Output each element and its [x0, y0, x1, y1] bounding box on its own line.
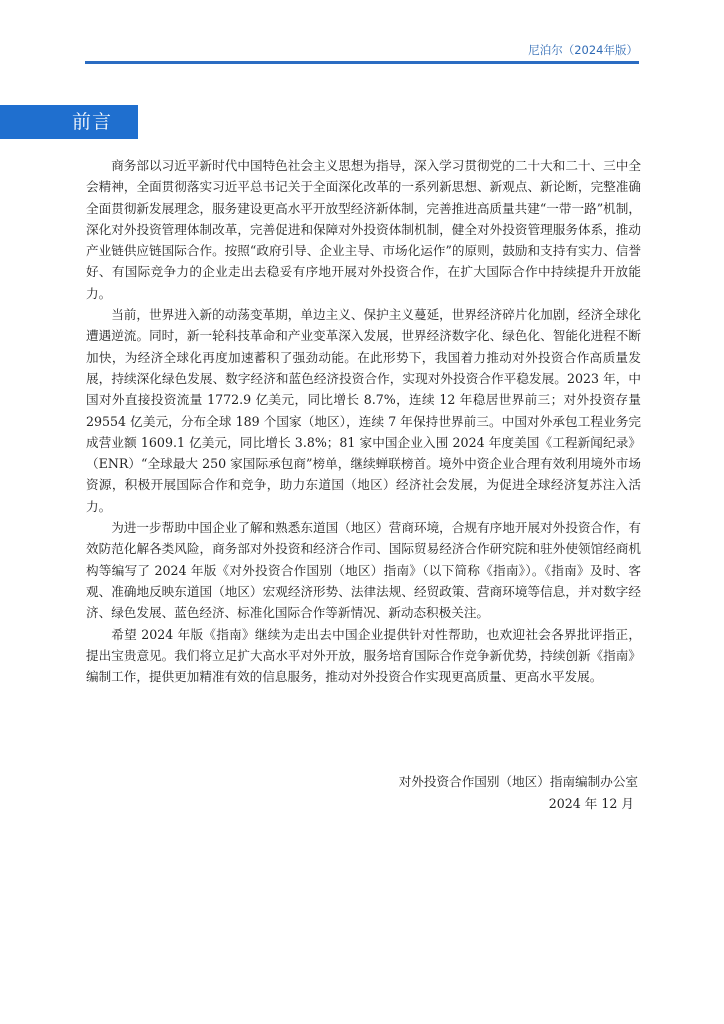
paragraph-4: 希望 2024 年版《指南》继续为走出去中国企业提供针对性帮助，也欢迎社会各界批评指正，提出宝贵意见。我们将立足扩大高水平对外开放，服务培育国际合作竞争新优势，持续创新《指南》编制工作，提供更加精准有效的信息服务，推动对外投资合作实现更高质量、更高水平发展。: [86, 626, 641, 685]
header-rule: [85, 61, 639, 64]
signature-block: [399, 771, 638, 815]
section-title-bar: [0, 105, 138, 139]
paragraph-2: 当前，世界进入新的动荡变革期，单边主义、保护主义蔓延，世界经济碎片化加剧，经济全球化遭遇逆流。同时，新一轮科技革命和产业变革深入发展，世界经济数字化、绿色化、智能化进程不断加快，为经济全球化再度加速蓄积了强劲动能。在此形势下，我国着力推动对外投资合作高质量发展，持续深化绿色发展、数字经济和蓝色经济投资合作，实现对外投资合作平稳发展。2023 年，中国对外直接投资流量 1772.9 亿美元，同比增长 8.7%，连续 12 年稳居世界前三；对外投资存量 29554 亿美元，分布全球 189 个国家（地区），连续 7 年保持世界前三。中国对外承包工程业务完成营业额 1609.1 亿美元，同比增长 3.8%；81 家中国企业入围 2024 年度美国《工程新闻纪录》（ENR）“全球最大 250 家国际承包商”榜单，继续蝉联榜首。境外中资企业合理有效利用境外市场资源，积极开展国际合作和竞争，助力东道国（地区）经济社会发展，为促进全球经济复苏注入活力。: [86, 307, 641, 514]
section-title: 前言: [72, 111, 113, 133]
signature-office: 对外投资合作国别（地区）指南编制办公室: [398, 774, 638, 789]
preface-body: [86, 155, 641, 687]
paragraph-3: 为进一步帮助中国企业了解和熟悉东道国（地区）营商环境，合规有序地开展对外投资合作，有效防范化解各类风险，商务部对外投资和经济合作司、国际贸易经济合作研究院和驻外使领馆经商机构等编写了 2024 年版《对外投资合作国别（地区）指南》（以下简称《指南》）。《指南》及时、客观、准确地反映东道国（地区）宏观经济形势、法律法规、经贸政策、营商环境等信息，并对数字经济、绿色发展、蓝色经济、标准化国际合作等新情况、新动态积极关注。: [86, 520, 641, 621]
paragraph-1: 商务部以习近平新时代中国特色社会主义思想为指导，深入学习贯彻党的二十大和二十、三中全会精神，全面贯彻落实习近平总书记关于全面深化改革的一系列新思想、新观点、新论断，完整准确全面贯彻新发展理念，服务建设更高水平开放型经济新体制，完善推进高质量共建“一带一路”机制，深化对外投资管理体制改革，完善促进和保障对外投资体制机制，健全对外投资管理服务体系，推动产业链供应链国际合作。按照“政府引导、企业主导、市场化运作”的原则，鼓励和支持有实力、信誉好、有国际竞争力的企业走出去稳妥有序地开展对外投资合作，在扩大国际合作中持续提升开放能力。: [86, 158, 641, 301]
signature-date: 2024 年 12 月: [548, 796, 634, 811]
running-header: 尼泊尔（2024年版）: [528, 43, 638, 57]
